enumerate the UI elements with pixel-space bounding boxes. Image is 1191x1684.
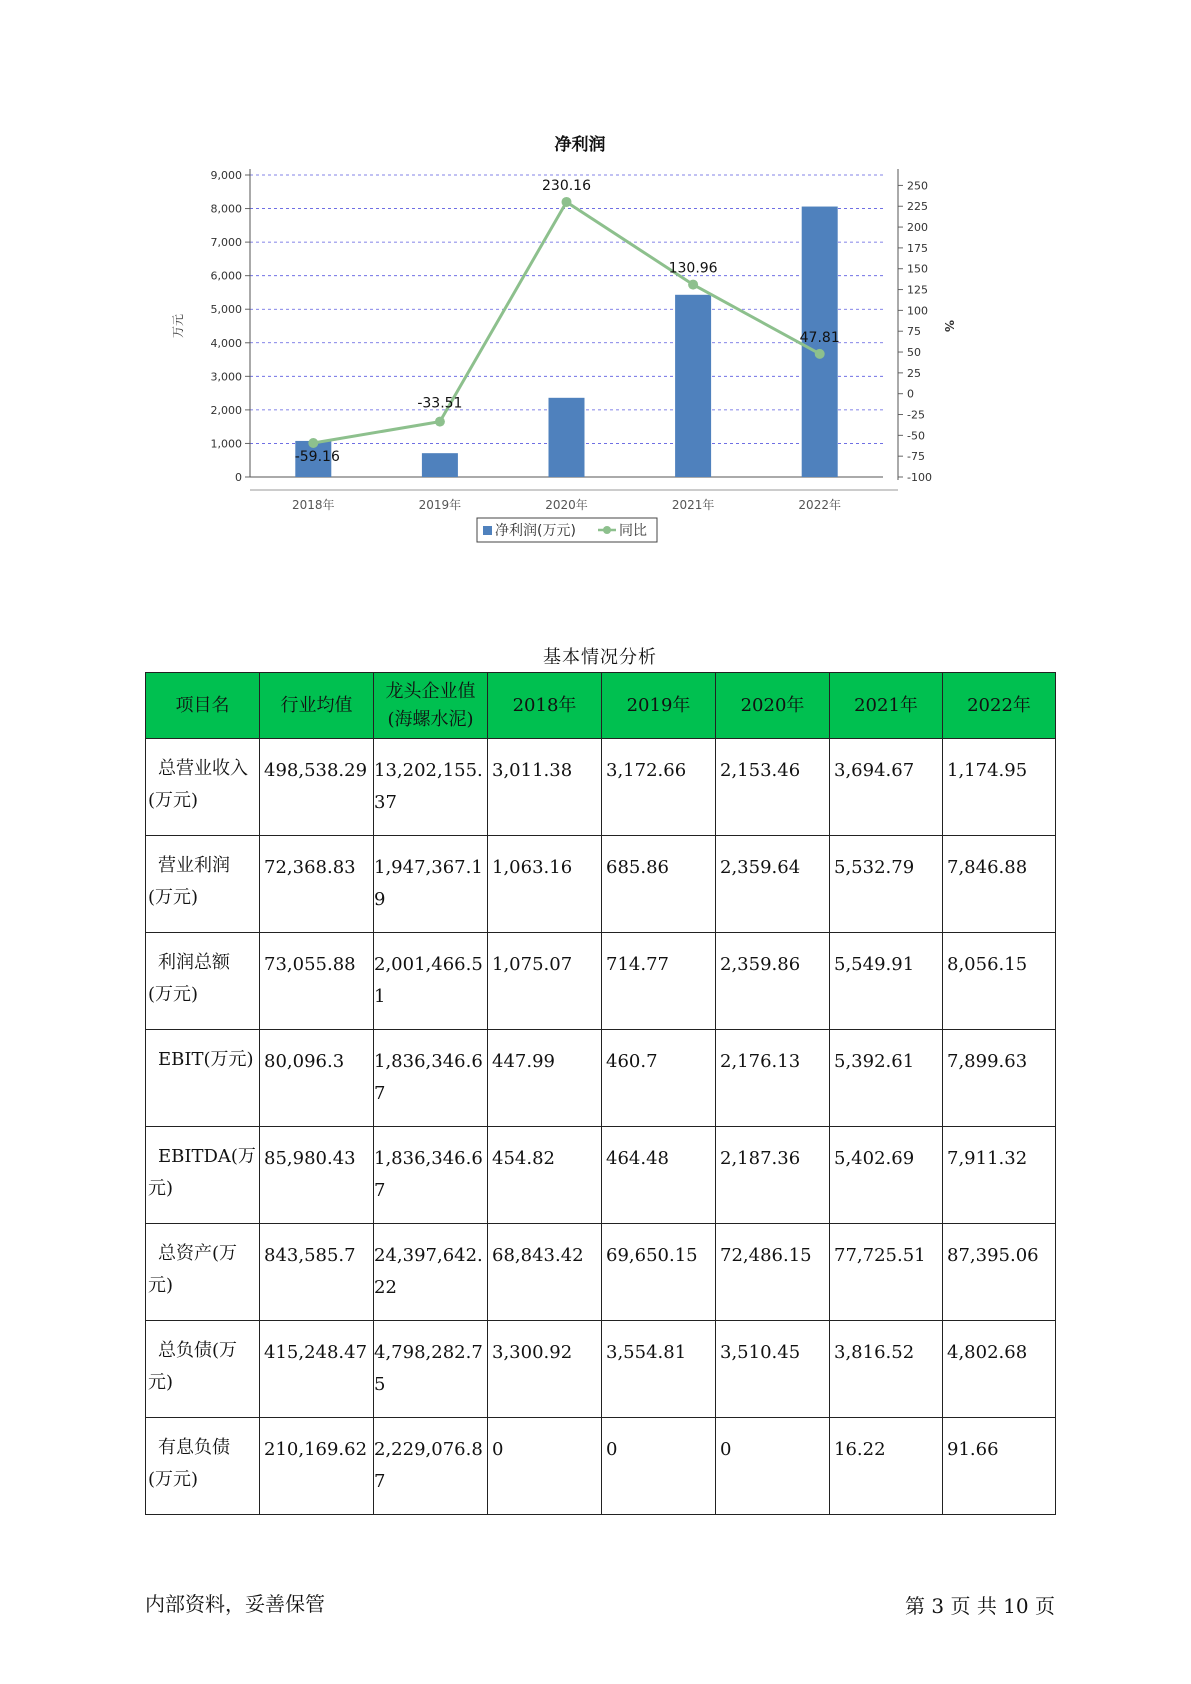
y-tick-label-right: 250 — [907, 179, 928, 193]
row-label-line: 元) — [148, 1178, 174, 1199]
value-cell: 2,229,076.87 — [374, 1418, 488, 1515]
row-label-line: 总负债(万 — [158, 1340, 238, 1361]
table-row — [146, 1418, 1056, 1515]
yoy-point — [815, 349, 825, 359]
row-label-cell — [146, 1321, 260, 1418]
x-tick-label: 2022年 — [798, 498, 841, 512]
row-label-line: 总营业收入 — [158, 758, 248, 779]
table-row — [146, 1224, 1056, 1321]
y-tick-label-right: 125 — [907, 283, 928, 297]
value-cell: 2,187.36 — [716, 1127, 830, 1224]
row-label-line: 元) — [148, 1275, 174, 1296]
y-tick-label-right: -50 — [907, 429, 925, 443]
footer-confidential: 内部资料，妥善保管 — [145, 1592, 325, 1616]
table-row — [146, 933, 1056, 1030]
y-tick-label-right: 25 — [907, 366, 921, 380]
chart-title: 净利润 — [554, 135, 606, 155]
value-cell: 2,359.64 — [716, 836, 830, 933]
table-row — [146, 739, 1056, 836]
header-cell: 行业均值 — [260, 673, 374, 739]
y-tick-label-right: 100 — [907, 304, 928, 318]
value-cell: 69,650.15 — [602, 1224, 716, 1321]
value-cell: 460.7 — [602, 1030, 716, 1127]
row-label-line: (万元) — [148, 887, 199, 908]
row-label-cell — [146, 1224, 260, 1321]
row-label-line: 总资产(万 — [158, 1243, 238, 1264]
table-header-row — [146, 673, 1056, 739]
value-cell: 2,176.13 — [716, 1030, 830, 1127]
y-tick-label-left: 0 — [235, 471, 242, 484]
y-tick-label-right: 50 — [907, 346, 921, 360]
value-cell: 685.86 — [602, 836, 716, 933]
y-tick-label-left: 6,000 — [210, 269, 242, 283]
value-cell: 714.77 — [602, 933, 716, 1030]
data-label: 47.81 — [799, 329, 840, 346]
data-label: -59.16 — [294, 448, 340, 465]
value-cell: 0 — [488, 1418, 602, 1515]
legend-label-bar: 净利润(万元) — [495, 523, 576, 539]
y-tick-label-left: 7,000 — [210, 236, 242, 250]
value-cell: 2,359.86 — [716, 933, 830, 1030]
data-label: -33.51 — [417, 395, 463, 412]
value-cell: 3,554.81 — [602, 1321, 716, 1418]
yoy-point — [562, 197, 572, 207]
y-tick-label-left: 4,000 — [210, 336, 242, 350]
value-cell: 1,075.07 — [488, 933, 602, 1030]
value-cell: 447.99 — [488, 1030, 602, 1127]
value-cell: 3,694.67 — [830, 739, 943, 836]
value-cell: 498,538.29 — [260, 739, 374, 836]
row-label-cell — [146, 1030, 260, 1127]
y-tick-label-right: -100 — [907, 471, 932, 484]
y-axis-title-right: % — [942, 319, 956, 333]
row-label-line: 有息负债 — [158, 1437, 230, 1458]
y-tick-label-left: 5,000 — [210, 303, 242, 317]
value-cell: 464.48 — [602, 1127, 716, 1224]
value-cell: 3,510.45 — [716, 1321, 830, 1418]
value-cell: 0 — [602, 1418, 716, 1515]
header-cell: 2022年 — [943, 673, 1056, 739]
basic-analysis-table — [145, 672, 1056, 1515]
legend-swatch-bar — [483, 526, 492, 535]
row-label-cell — [146, 739, 260, 836]
y-tick-label-left: 8,000 — [210, 202, 242, 216]
net-profit-chart — [150, 130, 1050, 600]
row-label-line: 元) — [148, 1372, 174, 1393]
header-cell: 项目名 — [146, 673, 260, 739]
value-cell: 7,899.63 — [943, 1030, 1056, 1127]
value-cell: 415,248.47 — [260, 1321, 374, 1418]
value-cell: 91.66 — [943, 1418, 1056, 1515]
value-cell: 5,549.91 — [830, 933, 943, 1030]
row-label-line: 利润总额 — [158, 952, 230, 973]
y-tick-label-right: 0 — [907, 387, 914, 401]
value-cell: 7,846.88 — [943, 836, 1056, 933]
legend-swatch-marker — [603, 526, 611, 534]
value-cell: 77,725.51 — [830, 1224, 943, 1321]
value-cell: 1,174.95 — [943, 739, 1056, 836]
value-cell: 80,096.3 — [260, 1030, 374, 1127]
header-cell: 2021年 — [830, 673, 943, 739]
value-cell: 210,169.62 — [260, 1418, 374, 1515]
footer-page-number: 第 3 页 共 10 页 — [905, 1594, 1055, 1618]
header-cell: 2018年 — [488, 673, 602, 739]
value-cell: 87,395.06 — [943, 1224, 1056, 1321]
value-cell: 16.22 — [830, 1418, 943, 1515]
data-label: 130.96 — [668, 260, 718, 277]
table-row — [146, 1321, 1056, 1418]
yoy-point — [308, 438, 318, 448]
x-tick-label: 2021年 — [671, 498, 715, 512]
table-row — [146, 1030, 1056, 1127]
row-label-cell — [146, 1418, 260, 1515]
value-cell: 3,172.66 — [602, 739, 716, 836]
yoy-point — [435, 417, 445, 427]
value-cell: 2,001,466.51 — [374, 933, 488, 1030]
value-cell: 5,392.61 — [830, 1030, 943, 1127]
value-cell: 3,011.38 — [488, 739, 602, 836]
value-cell: 454.82 — [488, 1127, 602, 1224]
y-tick-label-right: 75 — [907, 325, 921, 339]
row-label-cell — [146, 836, 260, 933]
row-label-line: (万元) — [148, 790, 199, 811]
value-cell: 68,843.42 — [488, 1224, 602, 1321]
value-cell: 2,153.46 — [716, 739, 830, 836]
value-cell: 4,798,282.75 — [374, 1321, 488, 1418]
value-cell: 0 — [716, 1418, 830, 1515]
y-tick-label-right: -75 — [907, 450, 925, 464]
table-row — [146, 1127, 1056, 1224]
y-axis-title-left: 万元 — [171, 313, 185, 339]
data-label: 230.16 — [542, 177, 591, 194]
row-label-cell — [146, 933, 260, 1030]
value-cell: 1,063.16 — [488, 836, 602, 933]
row-label-line: EBITDA(万 — [158, 1146, 256, 1167]
table-caption: 基本情况分析 — [543, 647, 657, 668]
header-cell: 2020年 — [716, 673, 830, 739]
value-cell: 1,836,346.67 — [374, 1030, 488, 1127]
value-cell: 85,980.43 — [260, 1127, 374, 1224]
y-tick-label-left: 3,000 — [210, 370, 242, 384]
value-cell: 3,300.92 — [488, 1321, 602, 1418]
bar — [549, 398, 585, 477]
row-label-line: (万元) — [148, 984, 199, 1005]
value-cell: 5,532.79 — [830, 836, 943, 933]
y-tick-label-left: 1,000 — [210, 437, 242, 451]
row-label-cell — [146, 1127, 260, 1224]
y-tick-label-right: 150 — [907, 262, 928, 276]
value-cell: 843,585.7 — [260, 1224, 374, 1321]
y-tick-label-right: -25 — [907, 408, 925, 422]
header-cell: 2019年 — [602, 673, 716, 739]
bar — [422, 453, 458, 477]
value-cell: 13,202,155.37 — [374, 739, 488, 836]
value-cell: 1,836,346.67 — [374, 1127, 488, 1224]
value-cell: 24,397,642.22 — [374, 1224, 488, 1321]
value-cell: 72,368.83 — [260, 836, 374, 933]
value-cell: 7,911.32 — [943, 1127, 1056, 1224]
x-tick-label: 2018年 — [292, 498, 335, 512]
value-cell: 73,055.88 — [260, 933, 374, 1030]
value-cell: 4,802.68 — [943, 1321, 1056, 1418]
x-tick-label: 2019年 — [418, 498, 462, 512]
yoy-point — [688, 280, 698, 290]
header-cell: 龙头企业值(海螺水泥) — [374, 673, 488, 739]
value-cell: 5,402.69 — [830, 1127, 943, 1224]
y-tick-label-left: 2,000 — [210, 403, 242, 417]
x-tick-label: 2020年 — [545, 498, 588, 512]
value-cell: 3,816.52 — [830, 1321, 943, 1418]
value-cell: 8,056.15 — [943, 933, 1056, 1030]
row-label-line: (万元) — [148, 1469, 199, 1490]
row-label-line: 营业利润 — [158, 855, 230, 876]
value-cell: 1,947,367.19 — [374, 836, 488, 933]
bar — [675, 295, 711, 477]
value-cell: 72,486.15 — [716, 1224, 830, 1321]
legend-label-line: 同比 — [619, 523, 647, 539]
row-label-line: EBIT(万元) — [158, 1049, 254, 1070]
table-row — [146, 836, 1056, 933]
y-tick-label-right: 225 — [907, 200, 928, 214]
chart-svg — [150, 130, 1050, 600]
y-tick-label-right: 200 — [907, 221, 928, 235]
y-tick-label-right: 175 — [907, 241, 928, 255]
y-tick-label-left: 9,000 — [210, 169, 242, 182]
